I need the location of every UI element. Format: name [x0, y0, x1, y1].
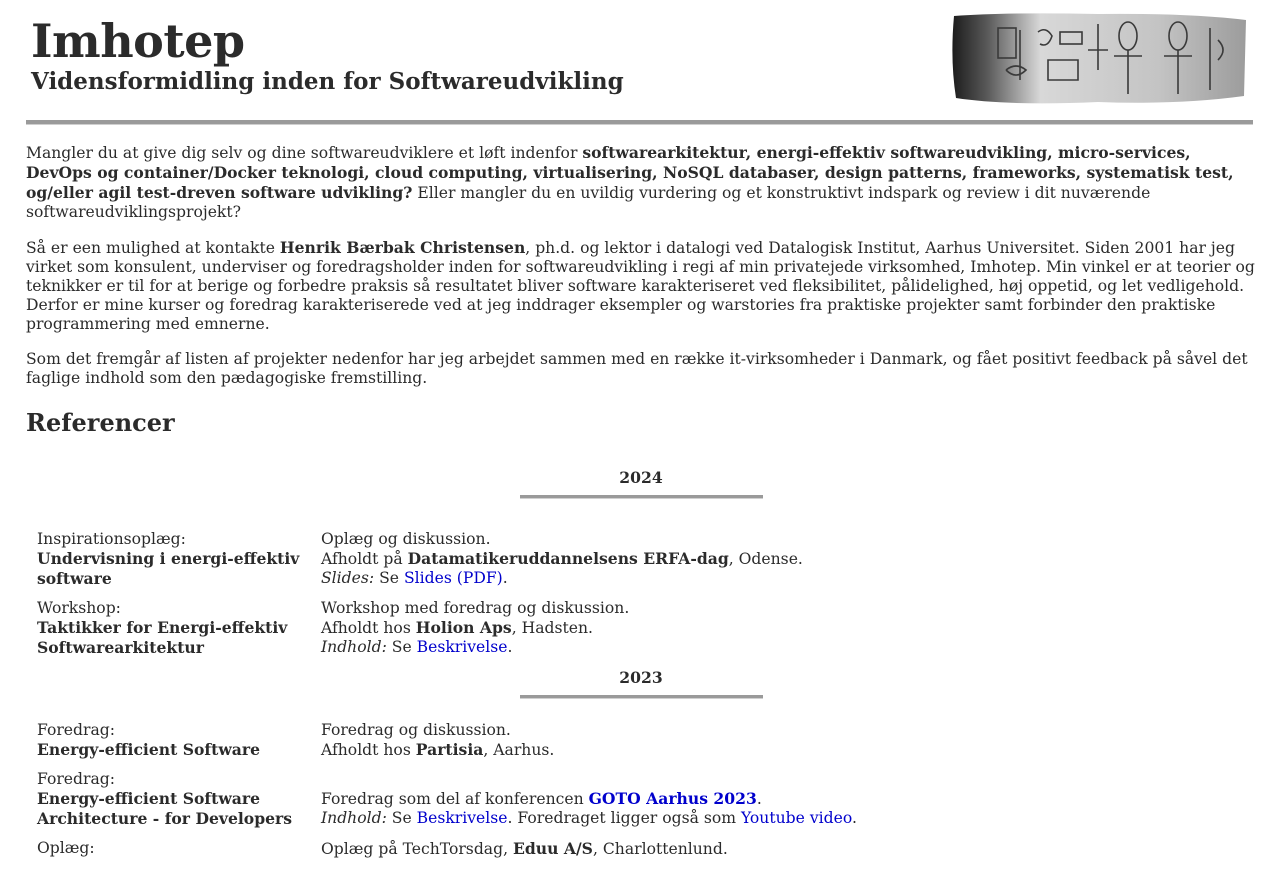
header-divider [26, 120, 1253, 125]
goto-aarhus-link[interactable]: GOTO Aarhus 2023 [588, 789, 757, 808]
intro-paragraph-1 [26, 143, 1256, 222]
reference-type: Foredrag: [37, 721, 116, 739]
description-link[interactable]: Beskrivelse [416, 638, 508, 656]
site-subtitle: Vidensformidling inden for Softwareudvikling [31, 68, 624, 95]
venue-suffix: , Odense. [728, 550, 803, 568]
main-content [26, 143, 1256, 869]
reference-type: Inspirationsoplæg: [37, 530, 186, 548]
extra-label: Indhold: [321, 809, 387, 827]
reference-title: Taktikker for Energi-effektiv Softwarearkitektur [37, 618, 288, 657]
contact-name: Henrik Bærbak Christensen [279, 238, 526, 257]
extra-label: Indhold: [321, 638, 387, 656]
hieroglyph-stone-image [948, 10, 1248, 106]
extra-period: . [851, 809, 857, 827]
contact-text: Så er een mulighed at kontakte [26, 239, 280, 257]
venue-prefix: Afholdt hos [321, 619, 416, 637]
extra-mid: . Foredraget ligger også som [507, 809, 741, 827]
reference-title: Undervisning i energi-effektiv software [37, 549, 300, 588]
reference-meta [26, 530, 321, 589]
description-prefix: Foredrag som del af konferencen [321, 790, 589, 808]
venue-suffix: , Aarhus. [483, 741, 555, 759]
reference-description [321, 789, 1256, 809]
reference-venue [321, 549, 1256, 569]
reference-extra [321, 809, 1256, 828]
venue-name: Datamatikeruddannelsens ERFA-dag [407, 549, 729, 568]
venue-name: Partisia [415, 740, 484, 759]
reference-extra [321, 638, 1256, 657]
site-title: Imhotep [31, 14, 245, 68]
contact-description: , ph.d. og lektor i datalogi ved Datalogisk Institut, Aarhus Universitet. Siden 2001 har jeg virket som konsulent, underviser og foredragsholder inden for softwareudvikling i regi af min privatejede virksomhed, Imhotep. Min vinkel er at teorier og teknikker er til for at berige og forbedre praksis så resultatet bliver software karakteriseret ved fleksibilitet, pålidelighed, høj oppetid, og let vedligehold. Derfor er mine kurser og foredrag karakteriserede ved at jeg inddrager eksempler og warstories fra praktiske projekter samt forbinder den praktiske programmering med emnerne. [26, 239, 1255, 333]
year-2023 [26, 668, 1256, 699]
reference-description: Oplæg og diskussion. [321, 530, 491, 548]
slides-pdf-link[interactable]: Slides (PDF) [403, 569, 503, 587]
intro-paragraph-3: Som det fremgår af listen af projekter nedenfor har jeg arbejdet sammen med en række it-virksomheder i Danmark, og fået positivt feedback på såvel det faglige indhold som den pædagogiske fremstilling. [26, 350, 1248, 387]
reference-row [26, 599, 1256, 658]
reference-description [321, 839, 1256, 859]
extra-period: . [507, 638, 513, 656]
intro-text-2: Eller mangler du en uvildig vurdering og et konstruktivt indspark og review i dit nuværende softwareudviklingsprojekt? [26, 184, 1151, 221]
year-label-2023: 2023 [619, 668, 663, 687]
youtube-video-link[interactable]: Youtube video [740, 809, 852, 827]
reference-details [321, 721, 1256, 760]
reference-type: Oplæg: [37, 839, 95, 857]
year-label-2024: 2024 [619, 468, 663, 487]
extra-se: Se [386, 809, 417, 827]
reference-row [26, 721, 1256, 760]
reference-title: Energy-efficient Software [37, 740, 260, 759]
venue-name: Holion Aps [415, 618, 512, 637]
reference-type: Foredrag: [37, 770, 116, 788]
reference-type: Workshop: [37, 599, 121, 617]
year-divider [520, 695, 763, 699]
reference-details [321, 839, 1256, 859]
extra-se: Se [386, 638, 417, 656]
intro-text: Mangler du at give dig selv og dine softwareudviklere et løft indenfor [26, 144, 583, 162]
intro-topics: softwarearkitektur, energi-effektiv softwareudvikling, micro-services, DevOps og container/Docker teknologi, cloud computing, virtualisering, NoSQL databaser, design patterns, frameworks, systematisk test, og/eller agil test-dreven software udvikling? [26, 143, 1234, 202]
reference-meta [26, 721, 321, 760]
year-2024 [26, 468, 1256, 499]
site-header [0, 0, 1280, 128]
reference-row [26, 839, 1256, 859]
reference-description: Workshop med foredrag og diskussion. [321, 599, 630, 617]
venue-prefix: Afholdt på [321, 550, 408, 568]
reference-extra [321, 569, 1256, 588]
reference-meta [26, 599, 321, 658]
description-suffix: , Charlottenlund. [592, 840, 728, 858]
extra-period: . [502, 569, 508, 587]
venue-prefix: Afholdt hos [321, 741, 416, 759]
reference-details [321, 599, 1256, 658]
reference-row [26, 530, 1256, 589]
description-suffix: . [756, 790, 762, 808]
year-divider [520, 495, 763, 499]
extra-se: Se [374, 569, 404, 587]
venue-name: Eduu A/S [513, 839, 593, 858]
reference-description: Foredrag og diskussion. [321, 721, 511, 739]
reference-venue [321, 740, 1256, 760]
venue-suffix: , Hadsten. [511, 619, 594, 637]
reference-venue [321, 618, 1256, 638]
reference-details [321, 530, 1256, 589]
extra-label: Slides: [321, 569, 375, 587]
references-heading: Referencer [26, 408, 175, 437]
intro-paragraph-2 [26, 238, 1256, 334]
description-link[interactable]: Beskrivelse [416, 809, 508, 827]
reference-meta [26, 839, 321, 859]
reference-title: Energy-efficient Software Architecture - for Developers [37, 789, 293, 828]
description-prefix: Oplæg på TechTorsdag, [321, 840, 513, 858]
